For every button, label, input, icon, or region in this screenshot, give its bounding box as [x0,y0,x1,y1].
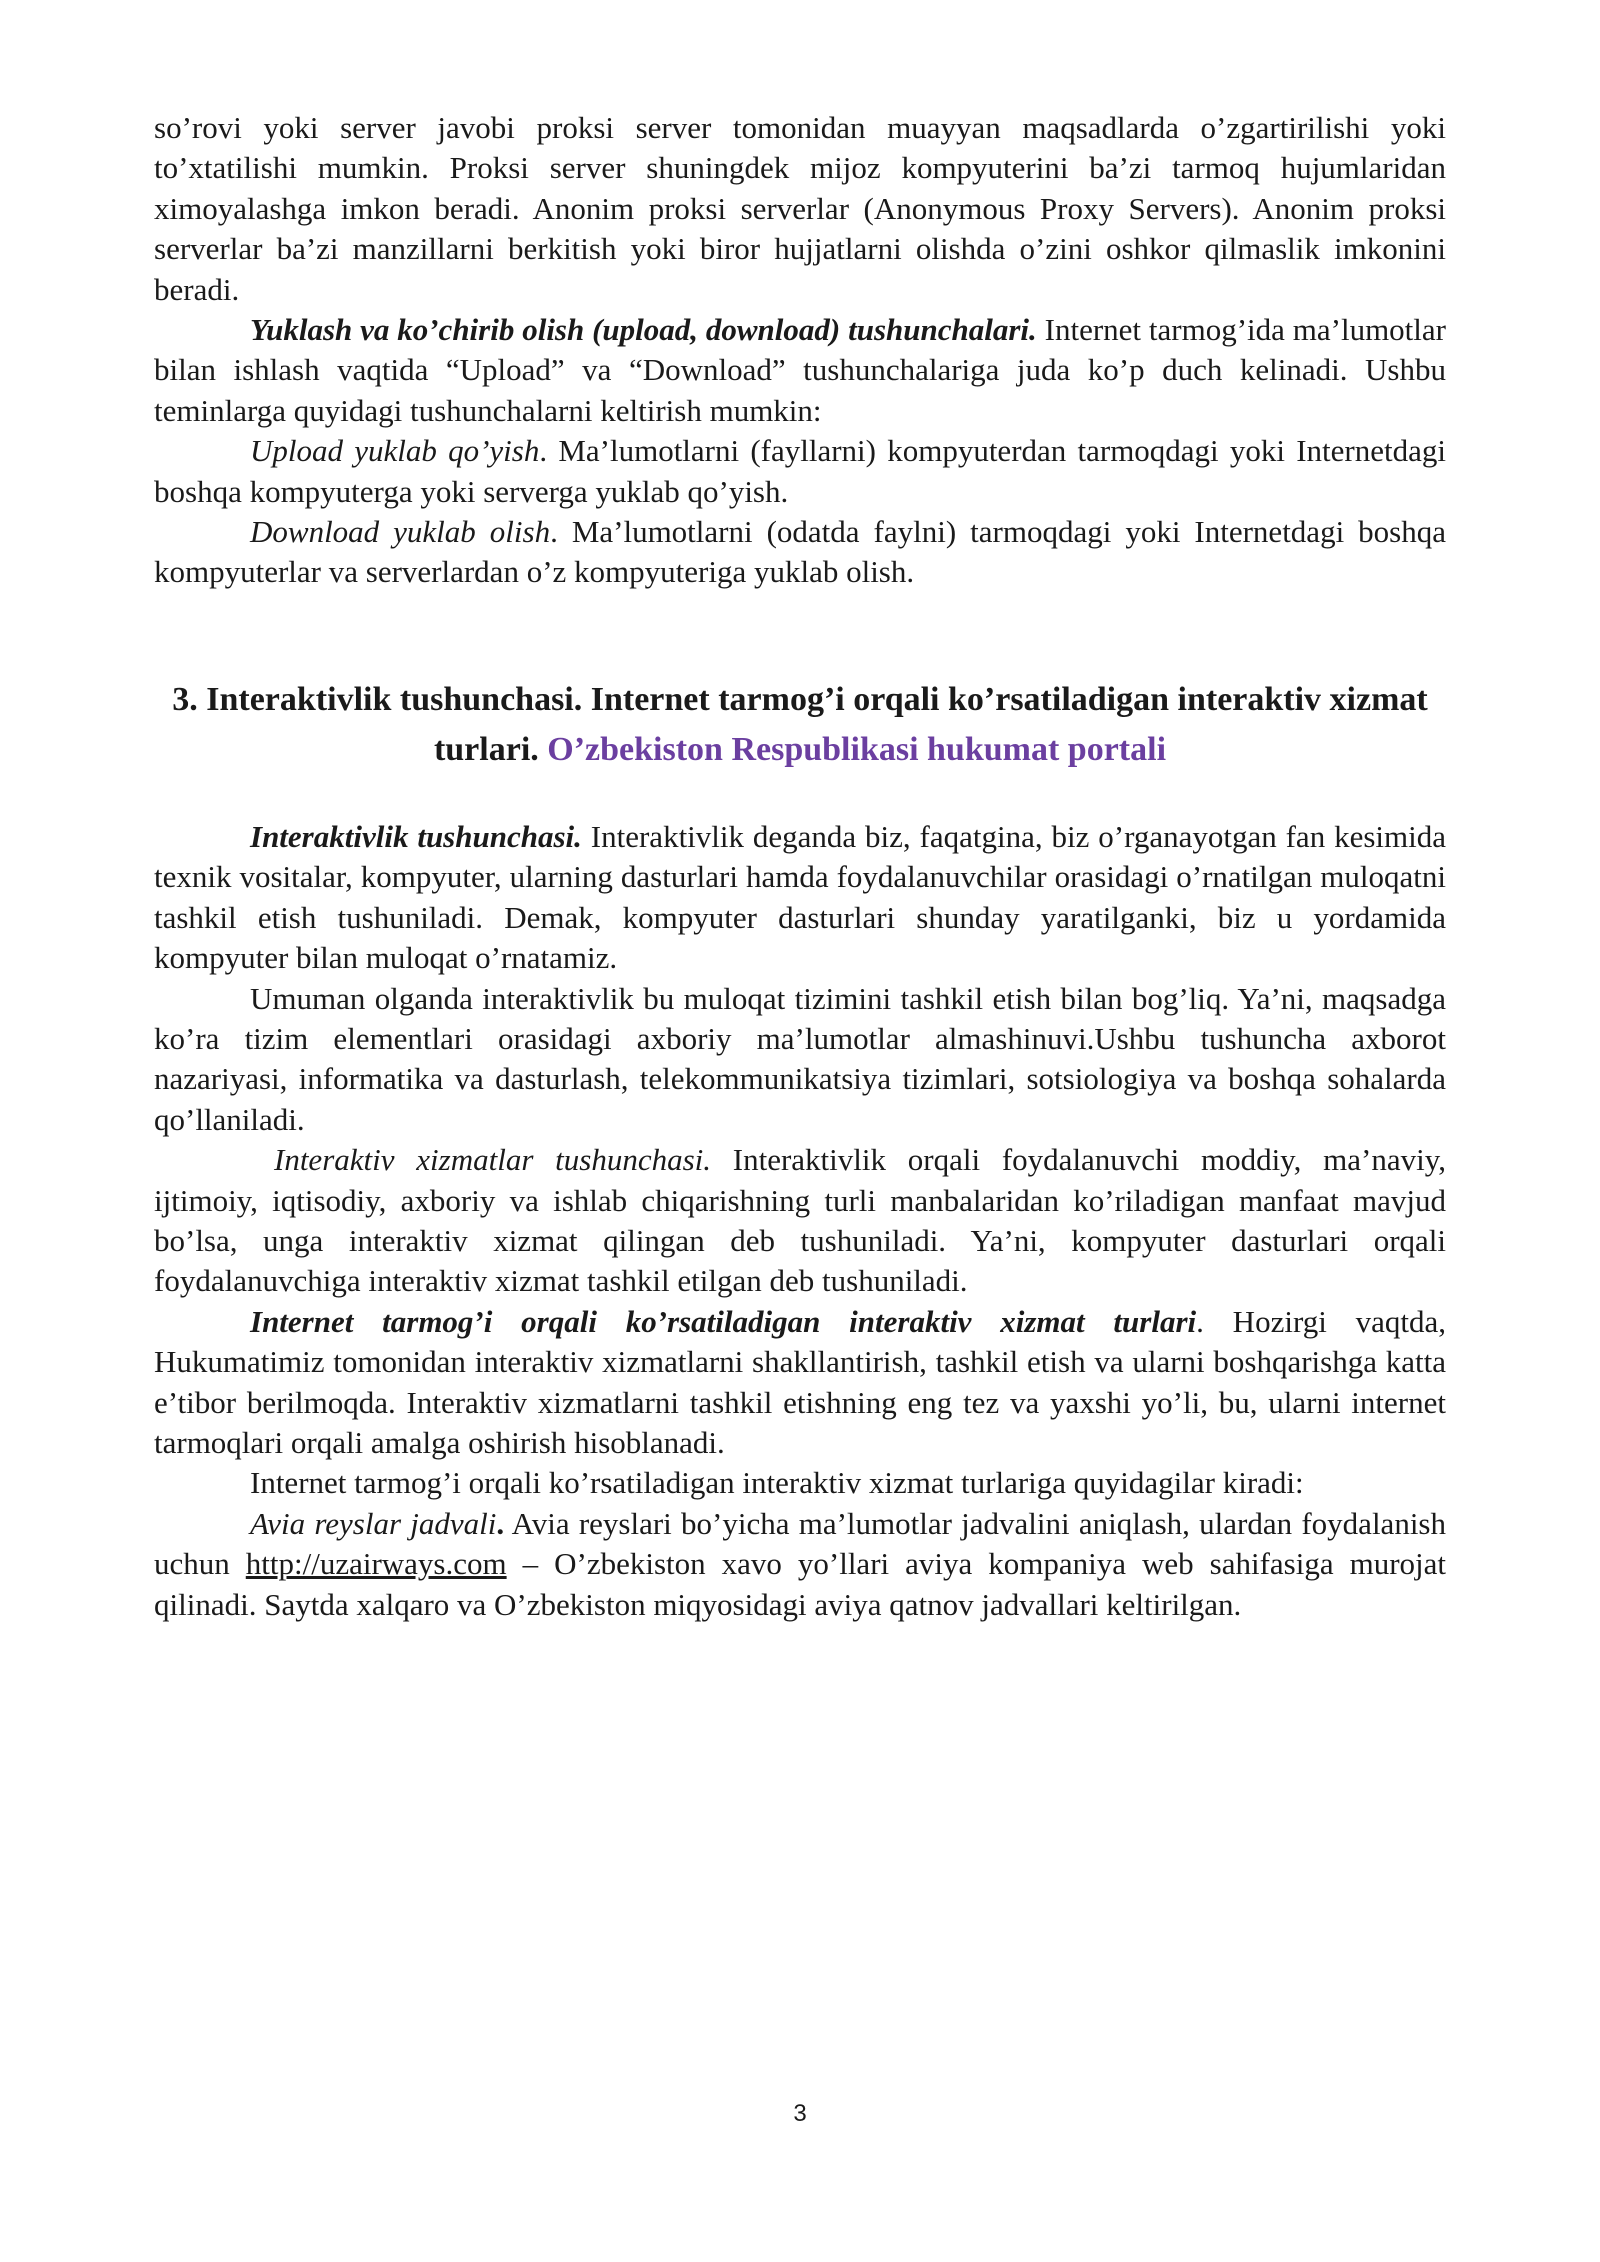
term-upload: Upload yuklab qo’yish [250,433,540,469]
uzairways-link[interactable]: http://uzairways.com [245,1546,507,1582]
heading-accent: O’zbekiston Respublikasi hukumat portali [547,730,1167,768]
paragraph-interactive-services [154,1140,1446,1302]
title-period: . [496,1505,505,1541]
paragraph-title: Interaktiv xizmatlar tushunchasi. [274,1142,712,1178]
document-page [154,108,1446,1625]
paragraph-title: Avia reyslar jadvali [250,1505,497,1541]
paragraph-download-definition [154,512,1446,593]
paragraph-body: . Hozirgi vaqtda, Hukumatimiz tomonidan interaktiv xizmatlarni shakllantirish, tashkil etish va ularni boshqarishga katta e’tibor berilmoqda. Interaktiv xizmatlarni tashkil etishning eng tez va yaxshi yo’li, bu, ularni internet tarmoqlari orqali amalga oshirish hisoblanadi. [154,1303,1446,1460]
spacer [154,775,1446,817]
paragraph-body: . Ma’lumotlarni (odatda faylni) tarmoqdagi yoki Internetdagi boshqa kompyuterlar va serverlardan o’z kompyuteriga yuklab olish. [154,514,1446,590]
page-number: 3 [793,2100,807,2127]
paragraph-upload-definition [154,431,1446,512]
paragraph-service-types [154,1302,1446,1464]
paragraph-interactivity-general: Umuman olganda interaktivlik bu muloqat tizimini tashkil etish bilan bog’liq. Ya’ni, maqsadga ko’ra tizim elementlari orasidagi axboriy ma’lumotlar almashinuvi.Ushbu tushuncha axborot nazariyasi, informatika va dasturlash, telekommunikatsiya tizimlari, sotsiologiya va boshqa sohalarda qo’llaniladi. [154,980,1446,1137]
paragraph-title: Interaktivlik tushunchasi. [250,818,582,854]
paragraph-body: Interaktivlik orqali foydalanuvchi moddiy, ma’naviy, ijtimoiy, iqtisodiy, axboriy va ishlab chiqarishning turli manbalaridan ko’riladigan manfaat mavjud bo’lsa, unga interaktiv xizmat qilingan deb tushuniladi. Ya’ni, kompyuter dasturlari orqali foydalanuvchiga interaktiv xizmat tashkil etilgan deb tushuniladi. [154,1142,1446,1299]
spacer [154,593,1446,675]
paragraph-upload-download [154,310,1446,431]
paragraph-flight-schedule [154,1504,1446,1625]
paragraph-interactivity-concept [154,817,1446,979]
paragraph-body: . Ma’lumotlarni (fayllarni) kompyuterdan tarmoqdagi yoki Internetdagi boshqa kompyuterga yoki serverga yuklab qo’yish. [154,433,1446,509]
paragraph-body: – O’zbekiston xavo yo’llari aviya kompaniya web sahifasiga murojat qilinadi. Saytda xalqaro va O’zbekiston miqyosidagi aviya qatnov jadvallari keltirilgan. [154,1546,1447,1622]
term-download: Download yuklab olish [250,514,551,550]
paragraph-body: Avia reyslari bo’yicha ma’lumotlar jadvalini aniqlash, ulardan foydalanish uchun [154,1505,1446,1582]
section-heading [154,675,1446,775]
heading-main: 3. Interaktivlik tushunchasi. Internet tarmog’i orqali ko’rsatiladigan interaktiv xizmat turlari. [172,680,1428,768]
paragraph-title: Yuklash va ko’chirib olish (upload, download) tushunchalari. [250,312,1037,348]
paragraph-service-list-intro: Internet tarmog’i orqali ko’rsatiladigan interaktiv xizmat turlariga quyidagilar kiradi: [250,1465,1304,1501]
paragraph-proxy-servers: so’rovi yoki server javobi proksi server tomonidan muayyan maqsadlarda o’zgartirilishi yoki to’xtatilishi mumkin. Proksi server shuningdek mijoz kompyuterini ba’zi tarmoq hujumlaridan ximoyalashga imkon beradi. Anonim proksi serverlar (Anonymous Proxy Servers). Anonim proksi serverlar ba’zi manzillarni berkitish yoki biror hujjatlarni olishda o’zini oshkor qilmaslik imkonini beradi. [154,110,1446,307]
paragraph-body: Interaktivlik deganda biz, faqatgina, biz o’rganayotgan fan kesimida texnik vositalar, kompyuter, ularning dasturlari hamda foydalanuvchilar orasidagi o’rnatilgan muloqatni tashkil etish tushuniladi. Demak, kompyuter dasturlari shunday yaratilganki, biz u yordamida kompyuter bilan muloqat o’rnatamiz. [154,818,1446,976]
paragraph-title: Internet tarmog’i orqali ko’rsatiladigan interaktiv xizmat turlari [250,1303,1197,1339]
paragraph-body: Internet tarmog’ida ma’lumotlar bilan ishlash vaqtida “Upload” va “Download” tushunchalariga juda ko’p duch kelinadi. Ushbu teminlarga quyidagi tushunchalarni keltirish mumkin: [154,312,1446,428]
